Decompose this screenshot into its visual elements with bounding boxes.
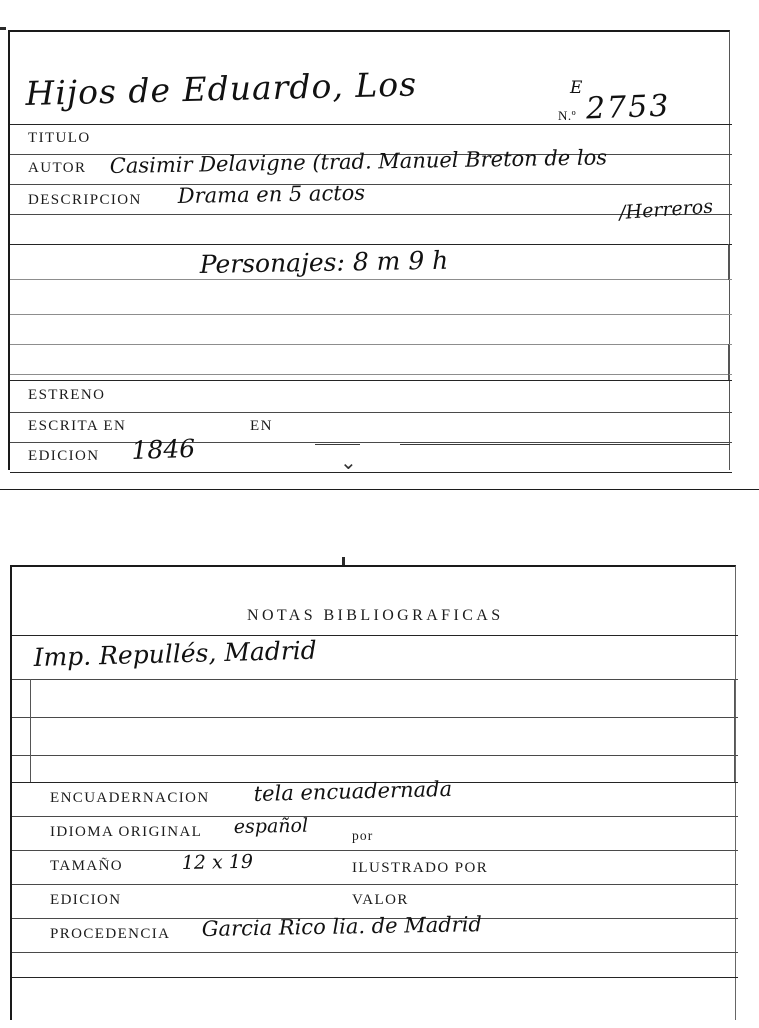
catalog-number-block	[558, 78, 728, 138]
field-label-escrita-en-secondary: EN	[250, 418, 273, 434]
card-rule	[10, 380, 732, 381]
field-underline	[315, 444, 360, 445]
field-value-autor: Casimir Delavigne (trad. Manuel Breton de los	[109, 145, 608, 178]
rule-tick	[728, 344, 729, 380]
field-label-procedencia: PROCEDENCIA	[50, 926, 171, 942]
scan-edge-mark	[0, 27, 6, 30]
card-rule	[12, 977, 738, 978]
catalog-card-front	[8, 30, 730, 474]
field-label-ilustrado-por: ILUSTRADO POR	[352, 860, 489, 876]
card-rule	[12, 816, 738, 817]
card-rule	[10, 374, 732, 375]
field-value-procedencia: Garcia Rico lia. de Madrid	[201, 912, 483, 941]
field-label-autor: AUTOR	[28, 160, 87, 176]
card-rule	[12, 755, 738, 756]
field-label-edicion: EDICION	[28, 448, 100, 464]
card-rule	[10, 442, 732, 443]
field-label-edicion-back: EDICION	[50, 892, 122, 908]
rule-tick	[734, 679, 735, 782]
scan-divider	[0, 489, 759, 490]
card-rule	[10, 344, 732, 345]
catalog-number-value: 2753	[585, 88, 671, 127]
field-value-descripcion: Drama en 5 actos	[177, 180, 366, 208]
notes-handwritten: Imp. Repullés, Madrid	[33, 635, 318, 672]
field-label-titulo: TITULO	[28, 130, 91, 146]
field-label-descripcion: DESCRIPCION	[28, 192, 142, 208]
field-label-valor: VALOR	[352, 892, 409, 908]
card-rule	[10, 184, 732, 185]
notes-heading: NOTAS BIBLIOGRAFICAS	[247, 607, 504, 624]
card-rule	[12, 679, 738, 680]
rule-tick	[728, 244, 729, 280]
field-underline	[400, 444, 730, 445]
catalog-number-label: N.º	[558, 108, 577, 123]
field-label-idioma-secondary: por	[352, 828, 374, 843]
handwritten-title: Hijos de Eduardo, Los	[25, 64, 418, 113]
card-rule	[10, 279, 732, 280]
catalog-letter: E	[570, 78, 583, 98]
field-value-encuadernacion: tela encuadernada	[253, 776, 453, 806]
field-value-idioma-original: español	[233, 814, 309, 838]
field-label-estreno: ESTRENO	[28, 387, 106, 403]
field-label-tamano: TAMAÑO	[50, 858, 124, 874]
characters-note: Personajes: 8 m 9 h	[199, 245, 449, 279]
field-value-tamano: 12 x 19	[181, 850, 254, 874]
card-rule	[12, 952, 738, 953]
field-label-idioma-original: IDIOMA ORIGINAL	[50, 824, 203, 840]
scan-edge-mark	[342, 557, 345, 565]
card-rule	[12, 717, 738, 718]
catalog-card-back	[10, 565, 736, 1020]
card-rule	[10, 412, 732, 413]
card-rule	[10, 244, 732, 245]
field-value-descripcion-continuation: /Herreros	[618, 195, 714, 224]
field-label-escrita-en: ESCRITA EN	[28, 418, 127, 434]
card-rule	[12, 850, 738, 851]
card-rule	[10, 314, 732, 315]
card-rule	[10, 472, 732, 473]
field-value-edicion: 1846	[130, 433, 196, 465]
card-rule	[12, 635, 738, 636]
field-label-encuadernacion: ENCUADERNACION	[50, 790, 210, 806]
rule-tick	[30, 679, 31, 782]
pen-scribble: ⌄	[340, 450, 357, 474]
card-rule	[12, 884, 738, 885]
